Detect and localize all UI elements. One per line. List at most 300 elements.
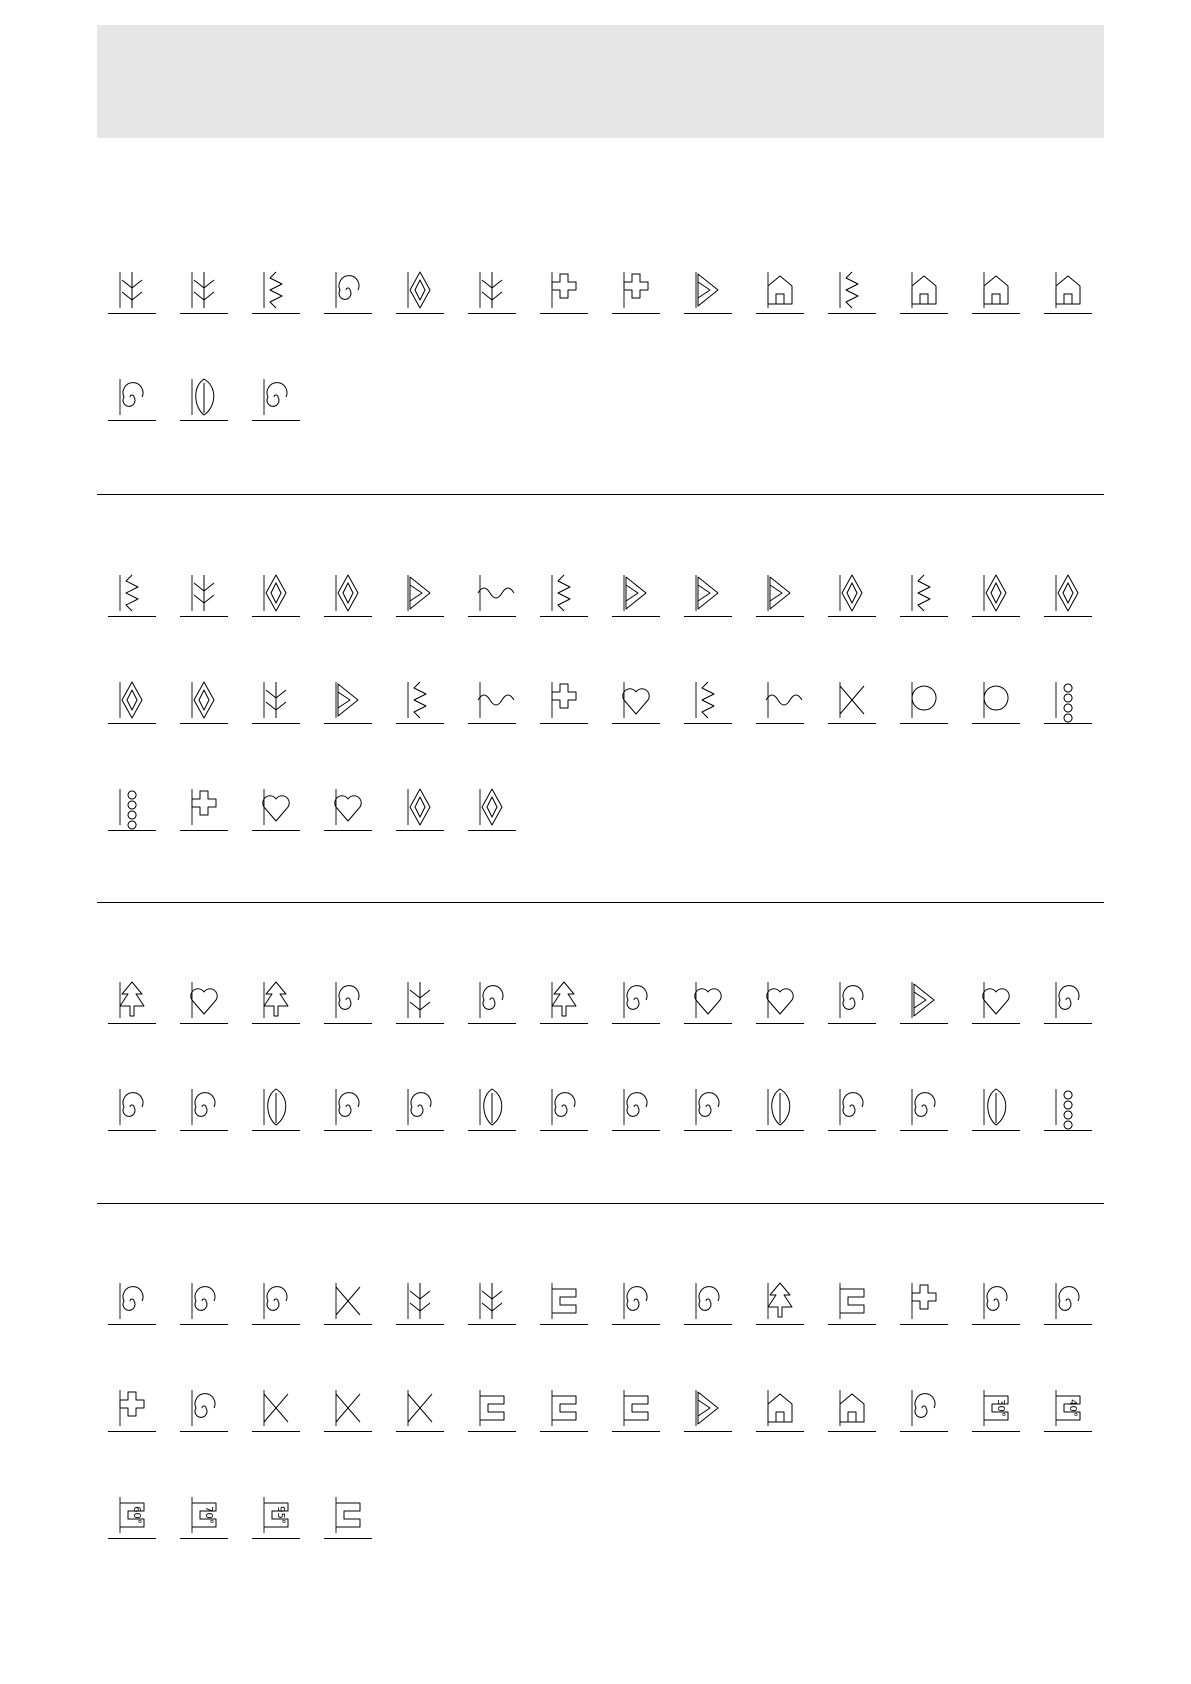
stitch-baseline bbox=[828, 1431, 876, 1432]
bonnet-stitch-icon bbox=[180, 1083, 228, 1131]
diamond-stitch-icon bbox=[972, 569, 1020, 617]
stitch-section-4 bbox=[108, 1277, 1104, 1539]
glue-stitch-icon bbox=[540, 1277, 588, 1325]
arrow-stitch-icon bbox=[468, 266, 516, 314]
stitch-item[interactable] bbox=[756, 266, 804, 314]
diamond-stitch-icon bbox=[180, 676, 228, 724]
stitch-baseline bbox=[180, 830, 228, 831]
stitch-item[interactable] bbox=[1044, 1083, 1092, 1131]
stitch-item[interactable] bbox=[612, 569, 660, 617]
reindeer-stitch-icon bbox=[540, 976, 588, 1024]
watermelon-stitch-icon bbox=[972, 1083, 1020, 1131]
stitch-item[interactable] bbox=[1044, 676, 1092, 724]
stitch-item[interactable] bbox=[612, 266, 660, 314]
fence-stitch-icon bbox=[1044, 266, 1092, 314]
stitch-item[interactable] bbox=[972, 266, 1020, 314]
stitch-baseline bbox=[180, 1431, 228, 1432]
stitch-baseline bbox=[1044, 313, 1092, 314]
clover-stitch-icon bbox=[972, 976, 1020, 1024]
stitch-item[interactable] bbox=[396, 1083, 444, 1131]
stitch-section-3 bbox=[108, 976, 1104, 1131]
stitch-baseline bbox=[252, 420, 300, 421]
stitch-item[interactable] bbox=[468, 266, 516, 314]
tools-stitch-icon bbox=[108, 1384, 156, 1432]
stitch-baseline bbox=[252, 723, 300, 724]
stitch-item[interactable] bbox=[252, 976, 300, 1024]
stitch-item[interactable] bbox=[1044, 1384, 1092, 1432]
stitch-baseline bbox=[396, 830, 444, 831]
stitch-item[interactable] bbox=[252, 373, 300, 421]
stitch-item[interactable] bbox=[684, 976, 732, 1024]
stitch-item[interactable] bbox=[180, 373, 228, 421]
stitch-baseline bbox=[828, 616, 876, 617]
stitch-item[interactable] bbox=[468, 783, 516, 831]
stitch-baseline bbox=[108, 1324, 156, 1325]
stitch-item[interactable] bbox=[324, 1277, 372, 1325]
seahorse-stitch-icon bbox=[324, 1083, 372, 1131]
triangle-stitch-icon bbox=[684, 266, 732, 314]
stitch-baseline bbox=[900, 723, 948, 724]
stitch-item[interactable] bbox=[252, 1083, 300, 1131]
stitch-baseline bbox=[324, 1023, 372, 1024]
stitch-item[interactable] bbox=[540, 569, 588, 617]
stitch-item[interactable] bbox=[828, 569, 876, 617]
stitch-baseline bbox=[684, 616, 732, 617]
mushroom-stitch-icon bbox=[684, 1083, 732, 1131]
stitch-baseline bbox=[324, 830, 372, 831]
stitch-baseline bbox=[468, 1023, 516, 1024]
stitch-baseline bbox=[324, 723, 372, 724]
x-stitch-icon bbox=[828, 676, 876, 724]
utensils-stitch-icon bbox=[900, 1277, 948, 1325]
stitch-baseline bbox=[108, 313, 156, 314]
stitch-baseline bbox=[972, 1023, 1020, 1024]
stitch-item[interactable] bbox=[180, 1491, 228, 1539]
cross-stitch-icon bbox=[540, 266, 588, 314]
stitch-baseline bbox=[540, 616, 588, 617]
stitch-item[interactable] bbox=[396, 266, 444, 314]
stitch-baseline bbox=[1044, 1324, 1092, 1325]
snowflake-stitch-icon bbox=[252, 976, 300, 1024]
stitch-item[interactable] bbox=[108, 373, 156, 421]
stitch-baseline bbox=[396, 1324, 444, 1325]
diamond-stitch-icon bbox=[828, 569, 876, 617]
stitch-item[interactable] bbox=[468, 976, 516, 1024]
stitch-item[interactable] bbox=[684, 569, 732, 617]
stitch-baseline bbox=[900, 1324, 948, 1325]
stitch-item[interactable] bbox=[396, 1277, 444, 1325]
stitch-baseline bbox=[396, 1130, 444, 1131]
stitch-baseline bbox=[828, 1324, 876, 1325]
stitch-baseline bbox=[756, 616, 804, 617]
chevron-stitch-icon bbox=[324, 676, 372, 724]
stitch-item[interactable] bbox=[1044, 266, 1092, 314]
stitch-baseline bbox=[612, 616, 660, 617]
degree-30-icon bbox=[972, 1384, 1020, 1432]
stitch-baseline bbox=[396, 1431, 444, 1432]
stitch-item[interactable] bbox=[324, 1083, 372, 1131]
stitch-item[interactable] bbox=[540, 1083, 588, 1131]
stitch-baseline bbox=[900, 313, 948, 314]
stitch-baseline bbox=[396, 616, 444, 617]
stitch-baseline bbox=[252, 313, 300, 314]
stitch-item[interactable] bbox=[108, 1083, 156, 1131]
stitch-item[interactable] bbox=[180, 676, 228, 724]
rabbit-stitch-icon bbox=[108, 1083, 156, 1131]
stitch-item[interactable] bbox=[396, 569, 444, 617]
stitch-item[interactable] bbox=[540, 266, 588, 314]
diamond-stitch-icon bbox=[252, 569, 300, 617]
stitch-item[interactable] bbox=[972, 569, 1020, 617]
stitch-item[interactable] bbox=[324, 976, 372, 1024]
bird-stitch-icon bbox=[252, 373, 300, 421]
stitch-item[interactable] bbox=[612, 1384, 660, 1432]
scroll-stitch-icon bbox=[468, 569, 516, 617]
guitar-stitch-icon bbox=[612, 1277, 660, 1325]
ruler-stitch-icon bbox=[684, 1384, 732, 1432]
cross-chain-stitch-icon bbox=[180, 783, 228, 831]
stitch-item[interactable] bbox=[828, 1083, 876, 1131]
stitch-item[interactable] bbox=[180, 976, 228, 1024]
stitch-item[interactable] bbox=[252, 676, 300, 724]
heart-stitch-icon bbox=[684, 976, 732, 1024]
stitch-item[interactable] bbox=[252, 783, 300, 831]
stitch-baseline bbox=[540, 1130, 588, 1131]
stitch-baseline bbox=[540, 1324, 588, 1325]
stitch-baseline bbox=[828, 313, 876, 314]
stitch-baseline bbox=[324, 313, 372, 314]
stitch-baseline bbox=[468, 723, 516, 724]
stitch-item[interactable] bbox=[180, 266, 228, 314]
degree-40-icon bbox=[1044, 1384, 1092, 1432]
stitch-item[interactable] bbox=[828, 1277, 876, 1325]
stitch-baseline bbox=[972, 1130, 1020, 1131]
stitch-item[interactable] bbox=[756, 1083, 804, 1131]
leaf-stitch-icon bbox=[756, 1083, 804, 1131]
stitch-item[interactable] bbox=[180, 1277, 228, 1325]
boot-stitch-icon bbox=[180, 1384, 228, 1432]
spider-stitch-icon bbox=[828, 1083, 876, 1131]
stitch-item[interactable] bbox=[1044, 1277, 1092, 1325]
stitch-baseline bbox=[540, 1023, 588, 1024]
brush-stitch-icon bbox=[396, 1277, 444, 1325]
stitch-baseline bbox=[900, 1431, 948, 1432]
stitch-item[interactable] bbox=[324, 783, 372, 831]
chevron-stitch-icon bbox=[396, 569, 444, 617]
egg-stitch-icon bbox=[252, 1083, 300, 1131]
stitch-item[interactable] bbox=[540, 1384, 588, 1432]
stitch-item[interactable] bbox=[828, 1384, 876, 1432]
stitch-baseline bbox=[108, 1431, 156, 1432]
stitch-baseline bbox=[972, 313, 1020, 314]
stitch-item[interactable] bbox=[972, 1277, 1020, 1325]
stitch-baseline bbox=[756, 1130, 804, 1131]
stitch-baseline bbox=[180, 1324, 228, 1325]
cloud-stitch-icon bbox=[252, 783, 300, 831]
stitch-baseline bbox=[756, 1324, 804, 1325]
stitch-item[interactable] bbox=[1044, 976, 1092, 1024]
glasses-stitch-icon bbox=[252, 1384, 300, 1432]
stitch-item[interactable] bbox=[540, 1277, 588, 1325]
pencil-stitch-icon bbox=[468, 1277, 516, 1325]
candy-cane-stitch-icon bbox=[324, 976, 372, 1024]
stitch-baseline bbox=[612, 1023, 660, 1024]
stitch-item[interactable] bbox=[756, 1384, 804, 1432]
stitch-item[interactable] bbox=[540, 976, 588, 1024]
stitch-baseline bbox=[180, 1023, 228, 1024]
stitch-baseline bbox=[252, 1324, 300, 1325]
stitch-baseline bbox=[828, 723, 876, 724]
stitch-baseline bbox=[684, 1023, 732, 1024]
stitch-baseline bbox=[684, 1431, 732, 1432]
stitch-baseline bbox=[180, 1538, 228, 1539]
tree-stitch-icon bbox=[756, 1277, 804, 1325]
stitch-baseline bbox=[396, 1023, 444, 1024]
stitch-baseline bbox=[1044, 723, 1092, 724]
stitch-item[interactable] bbox=[684, 1277, 732, 1325]
stitch-item[interactable] bbox=[252, 266, 300, 314]
stitch-item[interactable] bbox=[756, 976, 804, 1024]
stitch-baseline bbox=[684, 1130, 732, 1131]
pencil-stitch-icon bbox=[396, 976, 444, 1024]
stitch-baseline bbox=[900, 616, 948, 617]
stitch-item[interactable] bbox=[900, 569, 948, 617]
stitch-baseline bbox=[540, 723, 588, 724]
stitch-item[interactable] bbox=[612, 976, 660, 1024]
zigzag-stitch-icon bbox=[108, 569, 156, 617]
feather-stitch-icon bbox=[108, 266, 156, 314]
stitch-baseline bbox=[180, 1130, 228, 1131]
stitch-item[interactable] bbox=[756, 676, 804, 724]
stitch-item[interactable] bbox=[900, 676, 948, 724]
stitch-item[interactable] bbox=[828, 676, 876, 724]
lantern-stitch-icon bbox=[900, 266, 948, 314]
stitch-item[interactable] bbox=[972, 1384, 1020, 1432]
degree-label: 30° bbox=[995, 1399, 1006, 1417]
stitch-item[interactable] bbox=[900, 976, 948, 1024]
stitch-baseline bbox=[468, 313, 516, 314]
stitch-item[interactable] bbox=[252, 569, 300, 617]
stitch-item[interactable] bbox=[756, 569, 804, 617]
stitch-item[interactable] bbox=[972, 676, 1020, 724]
pot-stitch-icon bbox=[828, 1277, 876, 1325]
stitch-item[interactable] bbox=[684, 1384, 732, 1432]
stitch-item[interactable] bbox=[324, 1384, 372, 1432]
stitch-baseline bbox=[324, 616, 372, 617]
stitch-baseline bbox=[252, 1130, 300, 1131]
stitch-baseline bbox=[468, 1431, 516, 1432]
greek-key-stitch-icon bbox=[468, 676, 516, 724]
stitch-baseline bbox=[612, 1324, 660, 1325]
degree-label: 40° bbox=[1067, 1399, 1078, 1417]
stitch-section-2 bbox=[108, 569, 1104, 831]
books-stitch-icon bbox=[756, 1384, 804, 1432]
stitch-item[interactable] bbox=[396, 1384, 444, 1432]
hexagon-chain-stitch-icon bbox=[108, 783, 156, 831]
stitch-baseline bbox=[324, 1431, 372, 1432]
stitch-grid bbox=[108, 266, 1104, 421]
stitch-item[interactable] bbox=[468, 1384, 516, 1432]
leaf-stitch-icon bbox=[180, 373, 228, 421]
stitch-baseline bbox=[972, 723, 1020, 724]
stitch-item[interactable] bbox=[180, 1083, 228, 1131]
stitch-baseline bbox=[108, 616, 156, 617]
stitch-item[interactable] bbox=[108, 976, 156, 1024]
stitch-item[interactable] bbox=[324, 266, 372, 314]
stitch-item[interactable] bbox=[108, 676, 156, 724]
section-divider bbox=[97, 902, 1104, 903]
stitch-item[interactable] bbox=[108, 266, 156, 314]
stitch-grid bbox=[108, 569, 1104, 831]
stitch-item[interactable] bbox=[324, 569, 372, 617]
stitch-item[interactable] bbox=[612, 676, 660, 724]
stitch-item[interactable] bbox=[180, 569, 228, 617]
zigzag-stitch-icon bbox=[900, 569, 948, 617]
stitch-baseline bbox=[684, 1324, 732, 1325]
stitch-baseline bbox=[108, 1023, 156, 1024]
stitch-item[interactable] bbox=[972, 1083, 1020, 1131]
stitch-item[interactable] bbox=[324, 1491, 372, 1539]
key-stitch-icon bbox=[900, 676, 948, 724]
section-divider bbox=[97, 1203, 1104, 1204]
diamond-stitch-icon bbox=[108, 676, 156, 724]
stitch-item[interactable] bbox=[396, 783, 444, 831]
vine-stitch-icon bbox=[396, 676, 444, 724]
stitch-item[interactable] bbox=[468, 569, 516, 617]
stitch-baseline bbox=[972, 1431, 1020, 1432]
x-chain-stitch-icon bbox=[396, 783, 444, 831]
stitch-baseline bbox=[252, 1431, 300, 1432]
stitch-item[interactable] bbox=[684, 1083, 732, 1131]
stitch-baseline bbox=[972, 616, 1020, 617]
stitch-item[interactable] bbox=[324, 676, 372, 724]
stitch-item[interactable] bbox=[396, 976, 444, 1024]
key-stitch-icon bbox=[972, 676, 1020, 724]
turkey-stitch-icon bbox=[468, 976, 516, 1024]
stitch-item[interactable] bbox=[468, 676, 516, 724]
hat-stitch-icon bbox=[1044, 976, 1092, 1024]
stitch-item[interactable] bbox=[828, 976, 876, 1024]
stitch-section-1 bbox=[108, 266, 1104, 421]
stitch-item[interactable] bbox=[612, 1083, 660, 1131]
stitch-baseline bbox=[396, 723, 444, 724]
tree-stitch-icon bbox=[108, 976, 156, 1024]
stitch-item[interactable] bbox=[108, 1384, 156, 1432]
stitch-item[interactable] bbox=[900, 1083, 948, 1131]
arrow-stitch-icon bbox=[180, 569, 228, 617]
stitch-item[interactable] bbox=[900, 266, 948, 314]
stitch-item[interactable] bbox=[612, 1277, 660, 1325]
stitch-item[interactable] bbox=[108, 783, 156, 831]
house-stitch-icon bbox=[756, 266, 804, 314]
header-band bbox=[97, 25, 1104, 138]
dog-stitch-icon bbox=[108, 373, 156, 421]
zigzag-stitch-icon bbox=[540, 569, 588, 617]
stitch-item[interactable] bbox=[468, 1083, 516, 1131]
fern-stitch-icon bbox=[180, 266, 228, 314]
door-stitch-icon bbox=[324, 1491, 372, 1539]
stitch-baseline bbox=[972, 1324, 1020, 1325]
stitch-baseline bbox=[108, 723, 156, 724]
stitch-item[interactable] bbox=[1044, 569, 1092, 617]
bow-stitch-icon bbox=[180, 976, 228, 1024]
stitch-item[interactable] bbox=[468, 1277, 516, 1325]
stitch-item[interactable] bbox=[684, 266, 732, 314]
stitch-baseline bbox=[252, 1023, 300, 1024]
stitch-baseline bbox=[1044, 1130, 1092, 1131]
diamond-stitch-icon bbox=[324, 569, 372, 617]
roof-stitch-icon bbox=[972, 266, 1020, 314]
stitch-item[interactable] bbox=[180, 783, 228, 831]
stitch-baseline bbox=[468, 830, 516, 831]
cross-stitch-icon bbox=[540, 676, 588, 724]
stitch-item[interactable] bbox=[756, 1277, 804, 1325]
diamond-stitch-icon bbox=[1044, 569, 1092, 617]
diamond-chain-stitch-icon bbox=[396, 266, 444, 314]
stitch-baseline bbox=[828, 1023, 876, 1024]
stitch-baseline bbox=[396, 313, 444, 314]
stitch-baseline bbox=[756, 313, 804, 314]
stitch-item[interactable] bbox=[828, 266, 876, 314]
stitch-item[interactable] bbox=[180, 1384, 228, 1432]
section-divider bbox=[97, 494, 1104, 495]
stitch-baseline bbox=[1044, 1431, 1092, 1432]
stitch-item[interactable] bbox=[108, 1277, 156, 1325]
stitch-item[interactable] bbox=[972, 976, 1020, 1024]
lollipop-stitch-icon bbox=[972, 1277, 1020, 1325]
watering-can-stitch-icon bbox=[1044, 1277, 1092, 1325]
stitch-baseline bbox=[540, 1431, 588, 1432]
bird-stitch-icon bbox=[900, 1083, 948, 1131]
pumpkin-stitch-icon bbox=[612, 1083, 660, 1131]
stitch-item[interactable] bbox=[900, 1384, 948, 1432]
triangle-stitch-icon bbox=[756, 569, 804, 617]
anchor-stitch-icon bbox=[396, 1083, 444, 1131]
stitch-baseline bbox=[180, 616, 228, 617]
heart-stitch-icon bbox=[756, 976, 804, 1024]
shell-stitch-icon bbox=[468, 1083, 516, 1131]
stitch-item[interactable] bbox=[684, 676, 732, 724]
stitch-baseline bbox=[108, 1130, 156, 1131]
dot-chain-stitch-icon bbox=[1044, 676, 1092, 724]
stitch-baseline bbox=[180, 420, 228, 421]
wave-stitch-icon bbox=[756, 676, 804, 724]
sewing-machine-stitch-icon bbox=[108, 1277, 156, 1325]
arrow-stitch-icon bbox=[252, 676, 300, 724]
yarn-stitch-icon bbox=[900, 1384, 948, 1432]
stitch-item[interactable] bbox=[252, 1384, 300, 1432]
stitch-item[interactable] bbox=[108, 569, 156, 617]
stitch-item[interactable] bbox=[108, 1491, 156, 1539]
stitch-item[interactable] bbox=[252, 1277, 300, 1325]
stitch-item[interactable] bbox=[540, 676, 588, 724]
triangle-stitch-icon bbox=[684, 569, 732, 617]
cross-stitch-icon bbox=[612, 266, 660, 314]
stitch-baseline bbox=[828, 1130, 876, 1131]
scissors-stitch-icon bbox=[324, 1277, 372, 1325]
cherry-stitch-icon bbox=[1044, 1083, 1092, 1131]
stitch-item[interactable] bbox=[396, 676, 444, 724]
stitch-baseline bbox=[108, 420, 156, 421]
party-hat-stitch-icon bbox=[900, 976, 948, 1024]
bottle-stitch-icon bbox=[468, 1384, 516, 1432]
spool-stitch-icon bbox=[828, 1384, 876, 1432]
stitch-item[interactable] bbox=[252, 1491, 300, 1539]
stitch-baseline bbox=[612, 1130, 660, 1131]
stitch-item[interactable] bbox=[900, 1277, 948, 1325]
degree-label: 95° bbox=[275, 1506, 286, 1524]
stitch-baseline bbox=[612, 313, 660, 314]
